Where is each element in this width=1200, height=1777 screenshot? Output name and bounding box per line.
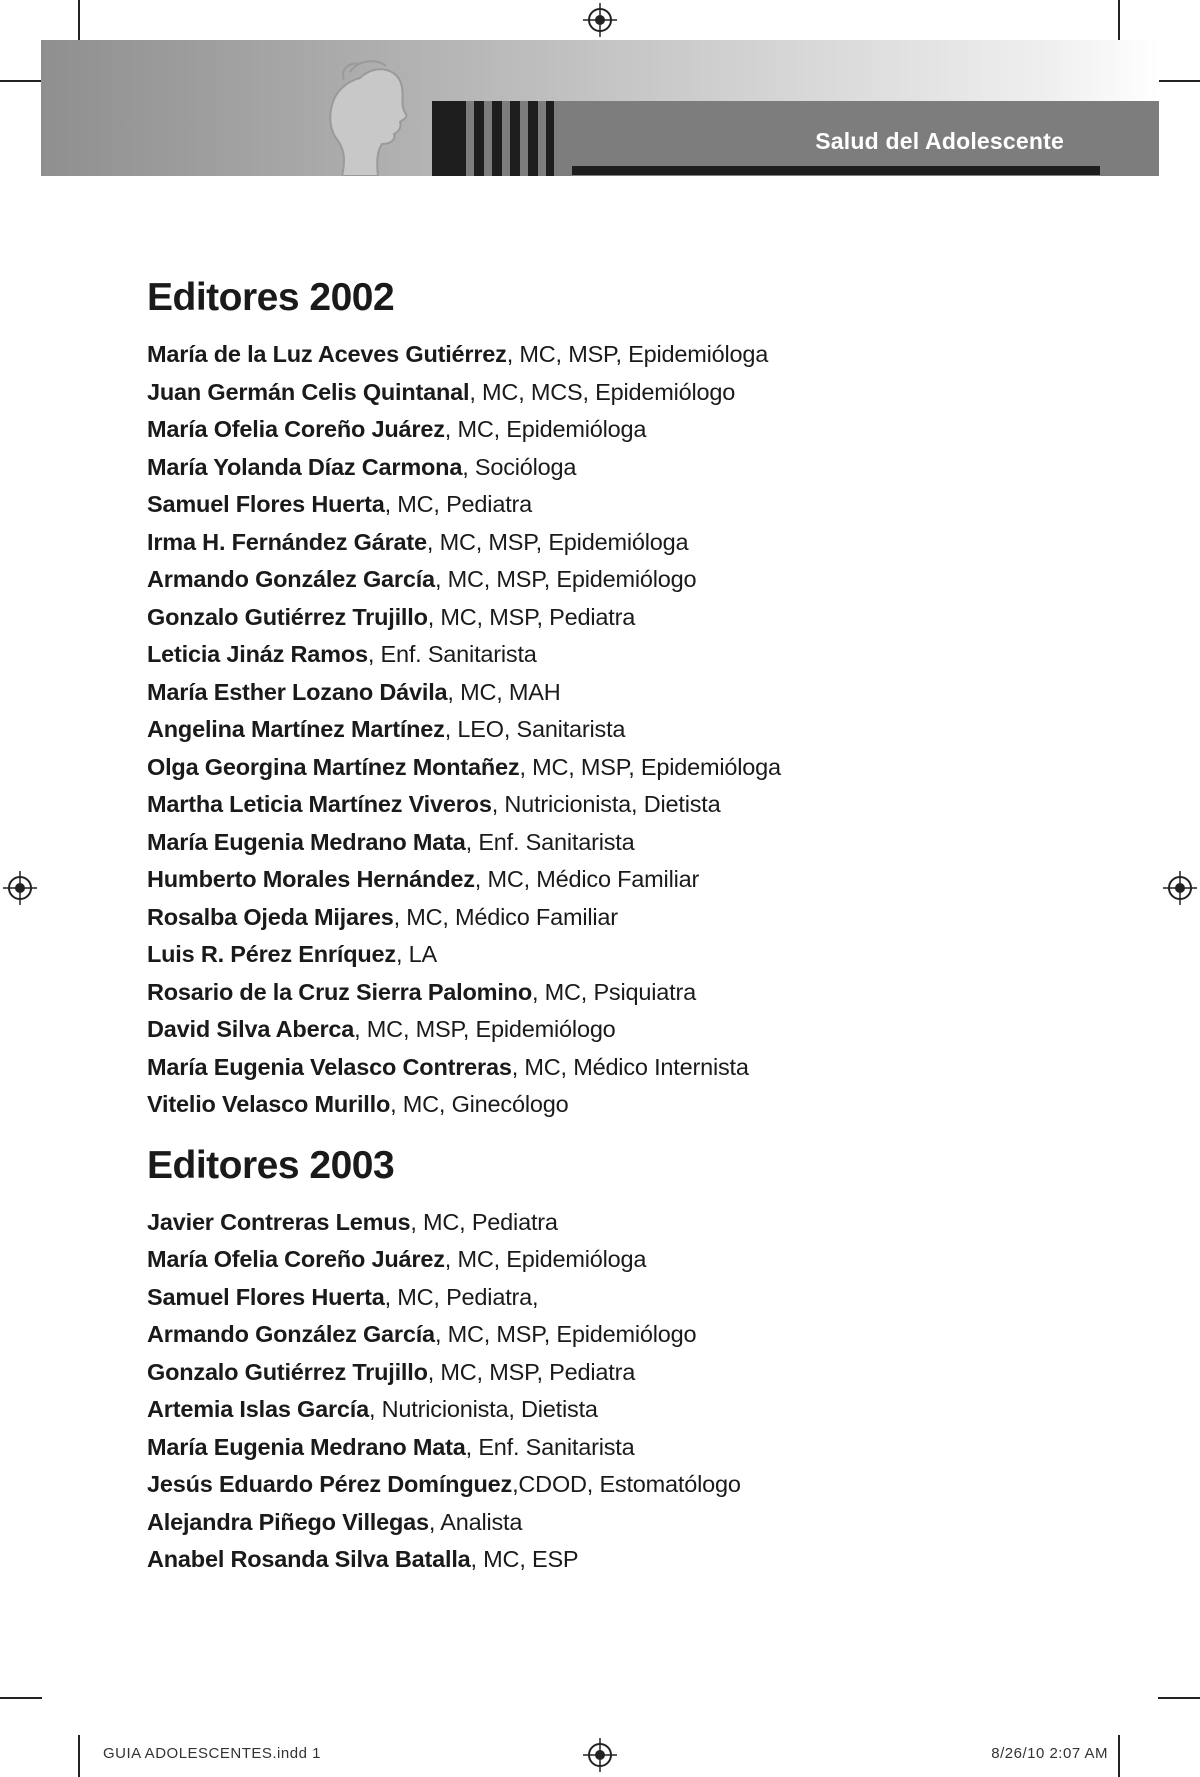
editor-credentials: , MC, Pediatra [410,1208,558,1235]
editor-name: Luis R. Pérez Enríquez [147,941,396,967]
editors-section [147,1144,1047,1579]
editor-name: Juan Germán Celis Quintanal [147,378,470,405]
crop-mark [78,1735,80,1777]
editor-name: Alejandra Piñego Villegas [147,1508,429,1535]
editor-credentials: , MC, MCS, Epidemiólogo [469,378,736,405]
editor-entry [147,1011,1047,1049]
editor-name: María Eugenia Medrano Mata [147,828,466,855]
editor-name: María Yolanda Díaz Carmona [147,453,463,480]
editor-name: David Silva Aberca [147,1016,355,1042]
editor-entry [147,1204,1047,1242]
editor-entry [147,1279,1047,1317]
editor-credentials: , MC, MSP, Pediatra [427,603,636,630]
editor-entry [147,711,1047,749]
editor-credentials: , Analista [428,1508,523,1535]
crop-mark [1158,1697,1200,1699]
editor-name: María Esther Lozano Dávila [147,678,448,705]
editor-credentials: , MC, Pediatra [384,491,533,517]
crop-mark [0,80,42,82]
editor-name: Angelina Martínez Martínez [147,716,445,742]
editor-name: Jesús Eduardo Pérez Domínguez [147,1471,513,1497]
editor-credentials: , MC, MSP, Epidemióloga [426,528,689,555]
editor-name: Olga Georgina Martínez Montañez [147,753,520,780]
crop-mark [1118,0,1120,42]
editor-credentials: , MC, ESP [470,1546,579,1572]
editor-name: Martha Leticia Martínez Viveros [147,791,492,817]
editor-name: Javier Contreras Lemus [147,1208,411,1235]
editor-entry [147,411,1047,449]
editor-name: Rosalba Ojeda Mijares [147,903,394,930]
crop-mark [1118,1735,1120,1777]
registration-mark-icon [3,871,37,905]
editor-entry [147,1316,1047,1354]
editor-credentials: , LEO, Sanitarista [444,716,626,742]
editor-name: Armando González García [147,1321,435,1347]
editor-credentials: , MC, MSP, Epidemiólogo [434,566,697,592]
editor-name: María Eugenia Medrano Mata [147,1433,466,1460]
editor-entry [147,561,1047,599]
editor-credentials: , Enf. Sanitarista [367,641,537,667]
editor-credentials: , MC, MSP, Epidemiólogo [354,1016,616,1042]
editor-entry [147,1429,1047,1467]
editor-name: Irma H. Fernández Gárate [147,528,427,555]
registration-mark-icon [583,3,617,37]
crop-mark [1158,80,1200,82]
section-title: Editores 2002 [147,276,395,319]
editor-name: Humberto Morales Hernández [147,866,475,892]
editors-content [147,276,1047,1579]
editor-credentials: , MC, Epidemióloga [444,1246,647,1272]
editor-entry [147,974,1047,1012]
editor-credentials: , MC, Médico Familiar [474,866,700,892]
editor-entry [147,449,1047,487]
editor-entry [147,599,1047,637]
editor-credentials: , Nutricionista, Dietista [491,791,721,817]
crop-mark [78,0,80,42]
editor-credentials: , MC, MSP, Epidemiólogo [434,1321,697,1347]
editor-credentials: , LA [395,941,437,967]
registration-mark-icon [1163,871,1197,905]
editor-name: Gonzalo Gutiérrez Trujillo [147,603,428,630]
registration-mark-icon [583,1738,617,1772]
footer-timestamp: 8/26/10 2:07 AM [991,1745,1108,1762]
editor-credentials: , Socióloga [462,453,577,480]
editor-entry [147,336,1047,374]
editor-entry [147,636,1047,674]
editor-entry [147,1391,1047,1429]
editor-credentials: , MC, Psiquiatra [531,978,696,1005]
editor-credentials: , Enf. Sanitarista [465,828,635,855]
editor-credentials: , MC, MSP, Epidemióloga [506,341,769,367]
editor-credentials: , MC, Pediatra, [384,1283,539,1310]
editor-entry [147,1504,1047,1542]
editor-credentials: , Nutricionista, Dietista [369,1396,598,1422]
editor-credentials: ,CDOD, Estomatólogo [512,1471,741,1497]
editor-credentials: , MC, Epidemióloga [444,416,647,442]
section-title: Editores 2003 [147,1143,395,1187]
editor-credentials: , MC, Ginecólogo [390,1091,569,1117]
editor-entry [147,1086,1047,1124]
editor-entry [147,786,1047,824]
editor-credentials: , MC, Médico Familiar [393,903,618,930]
editor-name: María Eugenia Velasco Contreras [147,1053,512,1080]
editor-credentials: , MC, MAH [447,678,561,705]
editor-entry [147,1049,1047,1087]
editor-entry [147,936,1047,974]
editor-name: Samuel Flores Huerta [147,491,385,517]
editor-credentials: , MC, Médico Internista [511,1053,749,1080]
editor-name: Artemia Islas García [147,1396,369,1422]
editor-name: Vitelio Velasco Murillo [147,1091,391,1117]
editor-entry [147,861,1047,899]
crop-mark [0,1697,42,1699]
editor-name: Gonzalo Gutiérrez Trujillo [147,1358,428,1385]
editor-name: Armando González García [147,566,435,592]
editor-name: Leticia Jináz Ramos [147,641,368,667]
editor-entry [147,1241,1047,1279]
editors-section [147,276,1047,1124]
editor-entry [147,374,1047,412]
editor-entry [147,1541,1047,1579]
editor-entry [147,1466,1047,1504]
editor-entry [147,749,1047,787]
editor-name: Anabel Rosanda Silva Batalla [147,1546,471,1572]
editor-credentials: , MC, MSP, Pediatra [427,1358,636,1385]
header-underline [572,166,1100,175]
editor-credentials: , Enf. Sanitarista [465,1433,635,1460]
editor-entry [147,824,1047,862]
header-title: Salud del Adolescente [815,128,1064,154]
editor-name: María de la Luz Aceves Gutiérrez [147,341,507,367]
editor-credentials: , MC, MSP, Epidemióloga [519,753,781,780]
editor-name: María Ofelia Coreño Juárez [147,1246,445,1272]
editor-entry [147,674,1047,712]
editor-entry [147,486,1047,524]
editor-name: Samuel Flores Huerta [147,1283,385,1310]
editor-name: Rosario de la Cruz Sierra Palomino [147,978,532,1005]
editor-entry [147,524,1047,562]
editor-name: María Ofelia Coreño Juárez [147,416,445,442]
editor-entry [147,1354,1047,1392]
footer-file-slug: GUIA ADOLESCENTES.indd 1 [103,1745,321,1762]
adolescent-head-icon [320,58,420,176]
header-stripes [432,101,562,176]
editor-entry [147,899,1047,937]
